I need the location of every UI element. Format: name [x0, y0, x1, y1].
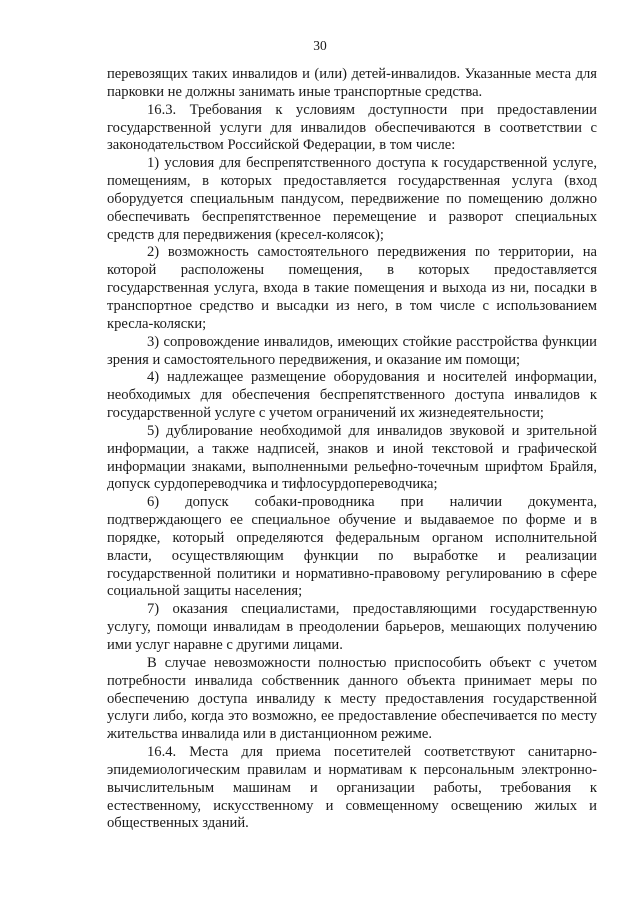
list-item-3: 3) сопровождение инвалидов, имеющих стойкие расстройства функции зрения и самостоятельного передвижения, и оказание им помощи; [107, 333, 597, 368]
paragraph-continuation: перевозящих таких инвалидов и (или) детей-инвалидов. Указанные места для парковки не должны занимать иные транспортные средства. [107, 66, 597, 100]
body-text [107, 66, 597, 833]
paragraph-impossibility: В случае невозможности полностью приспособить объект с учетом потребности инвалида собственник данного объекта принимает меры по обеспечению доступа инвалиду к месту предоставления государственной услуги либо, когда это возможно, ее предоставление обеспечивается по месту жительства инвалида или в дистанционном режиме. [107, 654, 597, 743]
page-number: 30 [313, 38, 327, 53]
list-item-6: 6) допуск собаки-проводника при наличии документа, подтверждающего ее специальное обучение и выдаваемое по форме и в порядке, который определяются федеральным органом исполнительной власти, осуществляющим функции по выработке и реализации государственной политики и нормативно-правовому регулированию в сфере социальной защиты населения; [107, 494, 597, 600]
list-item-2: 2) возможность самостоятельного передвижения по территории, на которой расположены помещения, в которых предоставляется государственная услуга, входа в такие помещения и выхода из ни, посадки в транспортное средство и высадки из него, в том числе с использованием кресла-коляски; [107, 244, 597, 332]
list-item-1: 1) условия для беспрепятственного доступа к государственной услуге, помещениям, в которых предоставляется государственная услуга (вход оборудуется специальным пандусом, передвижение по помещению должно обеспечивать беспрепятственное перемещение и разворот специальных средств для передвижения (кресел-колясок); [107, 155, 597, 243]
list-item-5: 5) дублирование необходимой для инвалидов звуковой и зрительной информации, а также надписей, знаков и иной текстовой и графической информации знаками, выполненными рельефно-точечным шрифтом Брайля, допуск сурдопереводчика и тифлосурдопереводчика; [107, 422, 597, 493]
list-item-4: 4) надлежащее размещение оборудования и носителей информации, необходимых для обеспечения беспрепятственного доступа инвалидов к государственной услуге с учетом ограничений их жизнедеятельности; [107, 369, 597, 422]
paragraph-16-4: 16.4. Места для приема посетителей соответствуют санитарно-эпидемиологическим правилам и нормативам к персональным электронно-вычислительным машинам и организации работы, требования к естественному, искусственному и совмещенному освещению жилых и общественных зданий. [107, 744, 597, 832]
paragraph-16-3: 16.3. Требования к условиям доступности при предоставлении государственной услуги для инвалидов обеспечиваются в соответствии с законодательством Российской Федерации, в том числе: [107, 101, 597, 154]
list-item-7: 7) оказания специалистами, предоставляющими государственную услугу, помощи инвалидам в преодолении барьеров, мешающих получению ими услуг наравне с другими лицами. [107, 601, 597, 653]
